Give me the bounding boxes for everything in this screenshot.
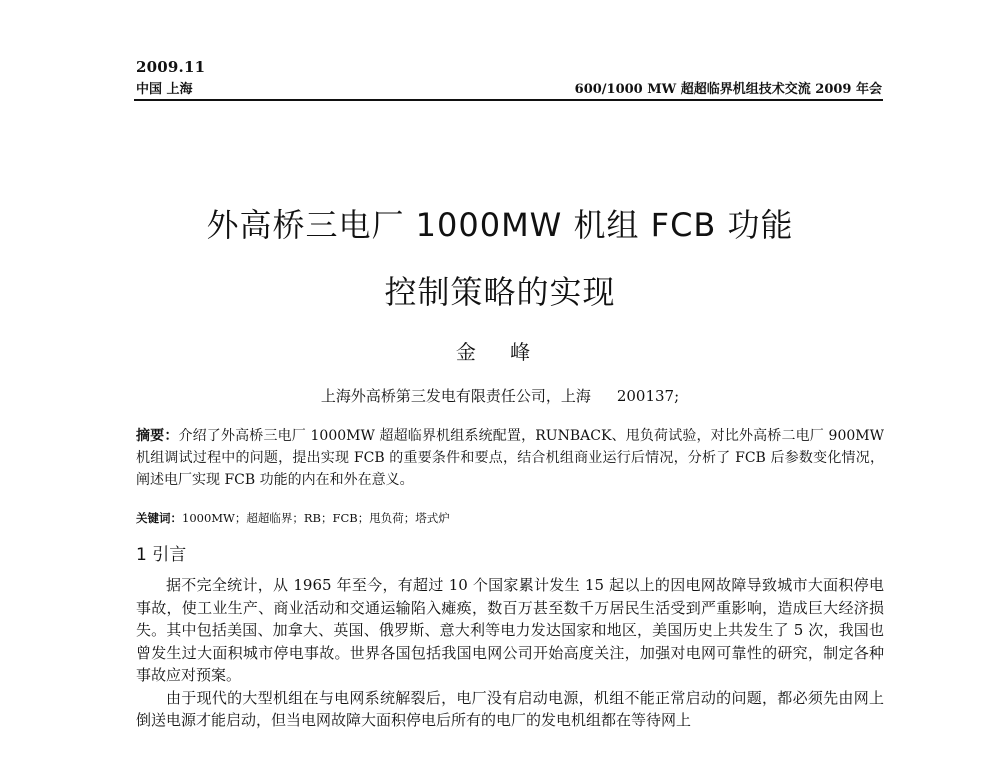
keywords-label: 关键词： [136, 511, 182, 525]
section-body [136, 574, 884, 732]
title-line-1: 外高桥三电厂 1000MW 机组 FCB 功能 [206, 206, 794, 244]
header-rule [134, 99, 883, 101]
body-paragraph-1: 据不完全统计，从 1965 年至今，有超过 10 个国家累计发生 15 起以上的因电网故障导致城市大面积停电事故，使工业生产、商业活动和交通运输陷入瘫痪，数百万甚至数千万居民生活受到严重影响，造成巨大经济损失。其中包括美国、加拿大、英国、俄罗斯、意大利等电力发达国家和地区，美国历史上共发生了 5 次，我国也曾发生过大面积城市停电事故。世界各国包括我国电网公司开始高度关注，加强对电网可靠性的研究，制定各种事故应对预案。 [136, 576, 884, 684]
affiliation [0, 385, 1000, 406]
affiliation-postcode: 200137; [616, 387, 680, 405]
abstract-label: 摘要： [136, 428, 179, 444]
header-place: 中国 上海 [136, 82, 193, 97]
abstract [136, 425, 884, 491]
abstract-text: 介绍了外高桥三电厂 1000MW 超超临界机组系统配置，RUNBACK、甩负荷试验，对比外高桥二电厂 900MW 机组调试过程中的问题，提出实现 FCB 的重要条件和要点，结合机组商业运行后情况，分析了 FCB 后参数变化情况，阐述电厂实现 FCB 功能的内在和外在意义。 [136, 428, 885, 488]
author-name: 金 峰 [455, 340, 545, 364]
keywords-text: 1000MW；超超临界；RB；FCB；甩负荷；塔式炉 [182, 511, 450, 525]
section-heading: 1 引言 [136, 545, 187, 565]
affiliation-org: 上海外高桥第三发电有限责任公司，上海 [320, 387, 591, 405]
keywords [136, 510, 450, 526]
body-paragraph-2: 由于现代的大型机组在与电网系统解裂后，电厂没有启动电源，机组不能正常启动的问题，都必须先由网上倒送电源才能启动，但当电网故障大面积停电后所有的电厂的发电机组都在等待网上 [136, 688, 884, 729]
header-conference: 600/1000 MW 超超临界机组技术交流 2009 年会 [574, 82, 882, 97]
header-year: 2009.11 [136, 58, 206, 76]
title-line-2: 控制策略的实现 [384, 273, 616, 311]
